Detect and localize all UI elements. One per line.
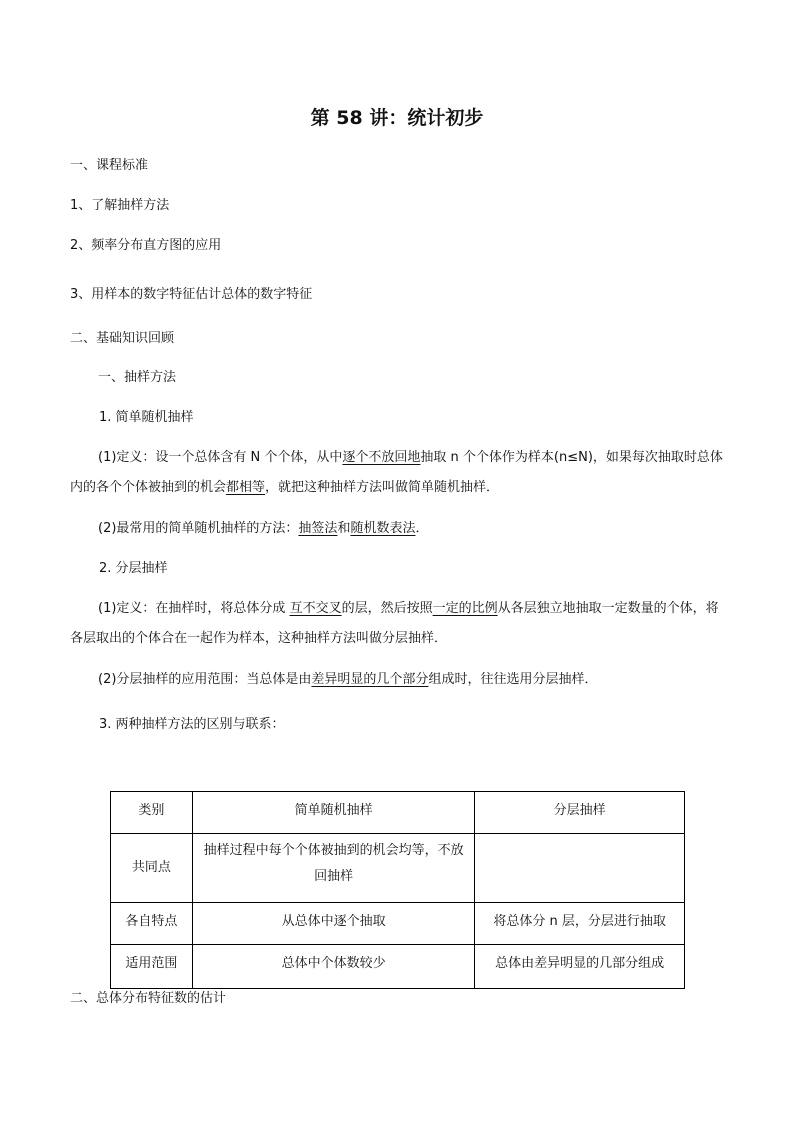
strat-def-underline-1: 互不交叉 (289, 601, 342, 616)
table-header-cell: 简单随机抽样 (192, 792, 474, 834)
table-header-cell: 分层抽样 (475, 792, 685, 834)
srs-methods-underline-1: 抽签法 (298, 521, 338, 536)
subheading-sampling-methods: 一、抽样方法 (98, 370, 177, 385)
section-heading-course-standard: 一、课程标准 (70, 158, 149, 173)
section-heading-distribution-estimation: 二、总体分布特征数的估计 (70, 991, 227, 1006)
srs-definition-paragraph (70, 443, 726, 503)
strat-def-underline-2: 一定的比例 (432, 601, 498, 616)
table-cell (475, 834, 685, 903)
srs-def-text-3: ，就把这种抽样方法叫做简单随机抽样． (265, 480, 500, 495)
srs-def-text-1: (1)定义：设一个总体含有 N 个个体，从中 (98, 450, 343, 465)
table-row (111, 834, 685, 903)
comparison-table (110, 791, 685, 989)
srs-def-text-2: 抽取 n 个个体作为样本(n≤N)，如果每次抽取时总体内的各个个体被抽到的机会 (70, 450, 723, 495)
srs-methods-text-2: 和 (337, 521, 351, 536)
strat-definition-paragraph (70, 594, 726, 654)
strat-scope-underline-1: 差异明显的几个部分 (311, 672, 429, 687)
strat-scope-paragraph (70, 665, 726, 695)
srs-methods-paragraph (70, 514, 726, 544)
strat-def-text-1: (1)定义：在抽样时，将总体分成 (98, 601, 290, 616)
standard-item-3: 3、用样本的数字特征估计总体的数字特征 (70, 287, 313, 302)
table-cell: 将总体分 n 层，分层进行抽取 (475, 903, 685, 945)
strat-scope-text-1: (2)分层抽样的应用范围：当总体是由 (98, 672, 312, 687)
table-cell: 总体中个体数较少 (192, 945, 474, 989)
table-row-label: 适用范围 (111, 945, 193, 989)
srs-def-underline-2: 都相等 (226, 480, 266, 495)
srs-methods-text-3: ． (415, 521, 429, 536)
heading-stratified-sampling: 2. 分层抽样 (99, 561, 168, 576)
heading-simple-random-sampling: 1. 简单随机抽样 (99, 410, 194, 425)
strat-def-text-3: 从各层独立地抽取一定数量的个体，将各层取出的个体合在一起作为样本，这种抽样方法叫做分层抽样． (70, 601, 719, 646)
heading-method-comparison: 3. 两种抽样方法的区别与联系： (99, 717, 285, 732)
srs-methods-underline-2: 随机数表法 (350, 521, 416, 536)
table-cell: 总体由差异明显的几部分组成 (475, 945, 685, 989)
table-row (111, 945, 685, 989)
standard-item-2: 2、频率分布直方图的应用 (70, 238, 222, 253)
table-row-label: 各自特点 (111, 903, 193, 945)
strat-def-text-2: 的层，然后按照 (341, 601, 433, 616)
srs-methods-text-1: (2)最常用的简单随机抽样的方法： (98, 521, 299, 536)
table-header-row (111, 792, 685, 834)
table-cell: 抽样过程中每个个体被抽到的机会均等，不放回抽样 (192, 834, 474, 903)
page-title: 第 58 讲：统计初步 (310, 107, 484, 129)
standard-item-1: 1、了解抽样方法 (70, 198, 170, 213)
table-row (111, 903, 685, 945)
srs-def-underline-1: 逐个不放回地 (342, 450, 421, 465)
section-heading-basics-review: 二、基础知识回顾 (70, 331, 175, 346)
strat-scope-text-2: 组成时，往往选用分层抽样． (428, 672, 598, 687)
table-cell: 从总体中逐个抽取 (192, 903, 474, 945)
table-header-cell: 类别 (111, 792, 193, 834)
table-row-label: 共同点 (111, 834, 193, 903)
